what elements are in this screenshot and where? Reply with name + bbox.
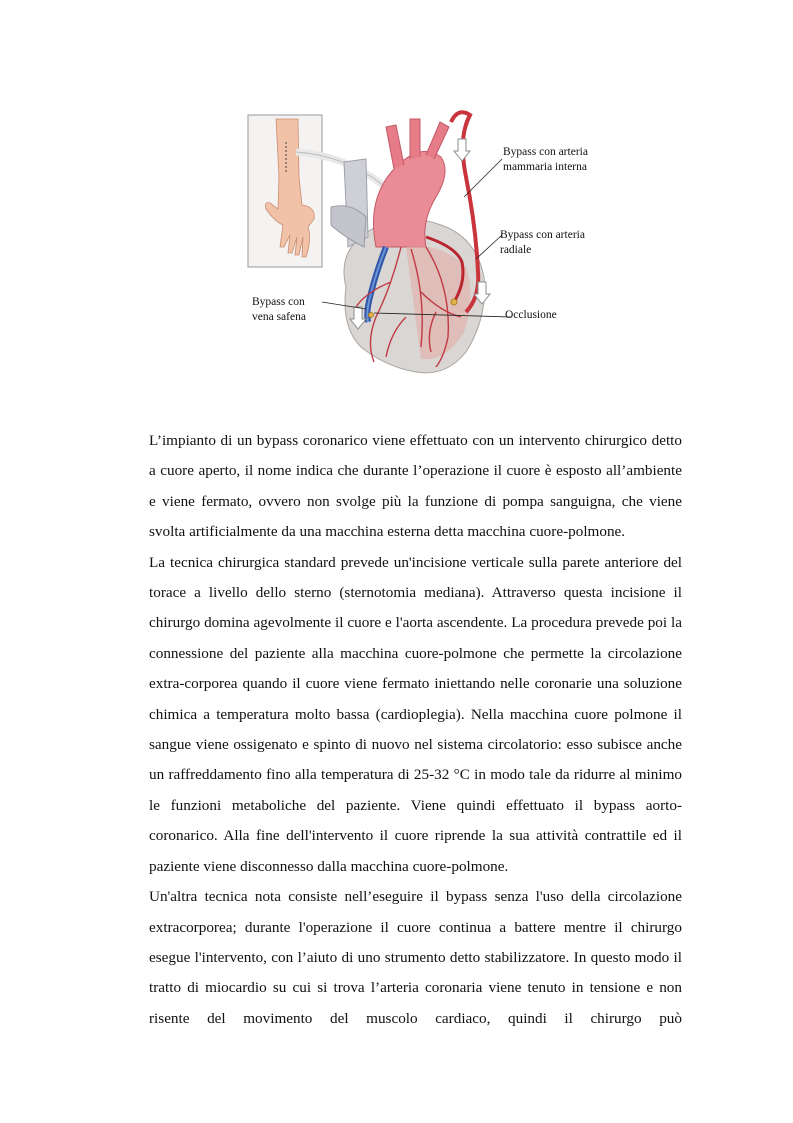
- label-radiale-line2: radiale: [500, 244, 532, 256]
- bypass-illustration: [226, 97, 588, 402]
- label-mammaria: [503, 145, 613, 175]
- label-mammaria-line2: mammaria interna: [503, 161, 587, 173]
- paragraph-2: La tecnica chirurgica standard prevede un'incisione verticale sulla parete anteriore del torace a livello dello sterno (sternotomia mediana). Attraverso questa incisione il chirurgo domina agevolmente il cuore e l'aorta ascendente. La procedura prevede poi la connessione del paziente alla macchina cuore-polmone che permette la circolazione extra-corporea quando il cuore viene fermato iniettando nelle coronarie una soluzione chimica a temperatura molto bassa (cardioplegia). Nella macchina cuore polmone il sangue viene ossigenato e spinto di nuovo nel sistema circolatorio: esso subisce anche un raffreddamento fino alla temperatura di 25-32 °C in modo tale da ridurre al minimo le funzioni metaboliche del paziente. Viene quindi effettuato il bypass aorto-coronarico. Alla fine dell'intervento il cuore riprende la sua attività contrattile ed il paziente viene disconnesso dalla macchina cuore-polmone.: [149, 553, 682, 875]
- paragraph-1: L’impianto di un bypass coronarico viene effettuato con un intervento chirurgico detto a cuore aperto, il nome indica che durante l’operazione il cuore è esposto all’ambiente e viene fermato, ovvero non svolge più la funzione di pompa sanguigna, che viene svolta artificialmente da una macchina esterna detta macchina cuore-polmone.: [149, 432, 682, 541]
- label-radiale-line1: Bypass con arteria: [500, 229, 585, 241]
- label-radiale: [500, 228, 610, 258]
- paragraph-3: Un'altra tecnica nota consiste nell’eseguire il bypass senza l'uso della circolazione extracorporea; durante l'operazione il cuore continua a battere mentre il chirurgo esegue l'intervento, con l’aiuto di uno strumento detto stabilizzatore. In questo modo il tratto di miocardio su cui si trova l’arteria coronaria viene tenuto in tensione e non risente del movimento del muscolo cardiaco, quindi il chirurgo può: [149, 888, 682, 1027]
- heart-bypass-drawing: [226, 97, 526, 402]
- label-safena-line2: vena safena: [252, 311, 306, 323]
- occlusion-marker: [451, 299, 457, 305]
- label-safena: [252, 295, 342, 325]
- label-occlusione: Occlusione: [505, 309, 557, 321]
- label-mammaria-line1: Bypass con arteria: [503, 146, 588, 158]
- label-safena-line1: Bypass con: [252, 296, 305, 308]
- body-text: [149, 426, 682, 1034]
